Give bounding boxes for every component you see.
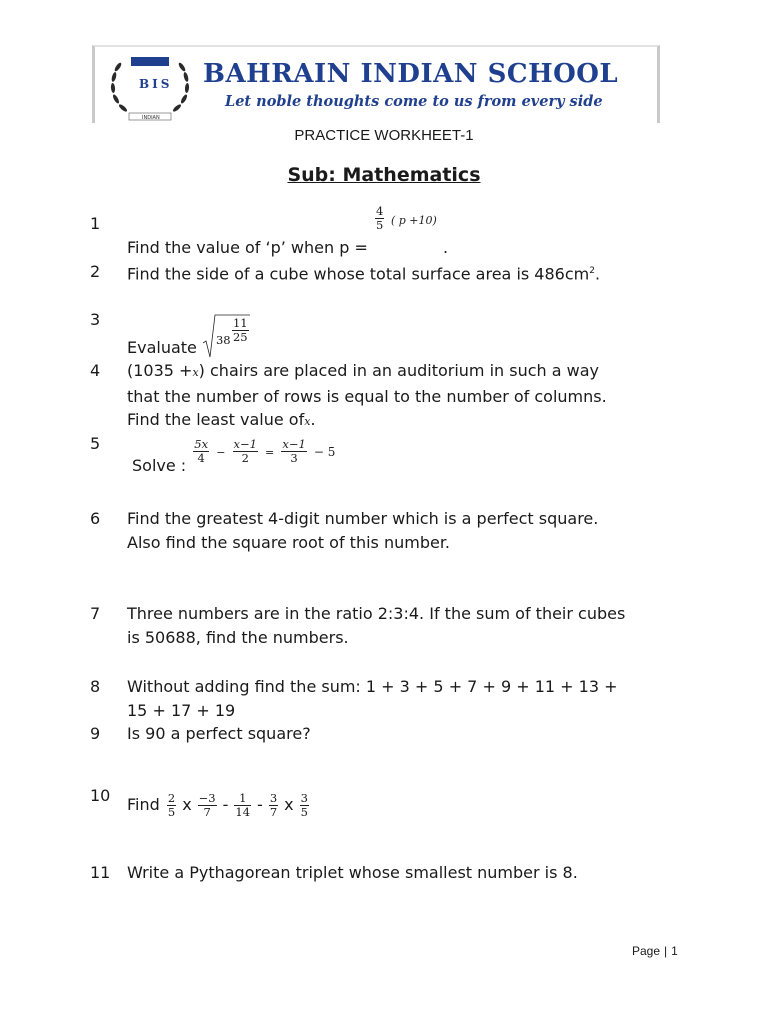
question-number: 7 xyxy=(90,604,101,623)
question-text: Solve : $\frac{5x}{4}$ − $\frac{x-1}{2}$ = $\frac{x-1}{3}$ − 5 xyxy=(132,454,677,478)
school-motto: Let noble thoughts come to us from every side xyxy=(225,93,603,110)
fraction: $\frac{3}{5}$ xyxy=(300,791,308,819)
question-10-expression xyxy=(165,792,311,819)
question-text: (1035 +x) chairs are placed in an auditorium in such a way that the number of rows is equal to the number of columns. Find the least value ofx. xyxy=(127,361,607,429)
question-number: 2 xyxy=(90,262,101,281)
fraction: $\frac{1}{14}$ xyxy=(235,791,251,819)
question-5-equation: $\frac{5x}{4}$ − $\frac{x-1}{2}$ = $\frac{x-1}{3}$ − 5 xyxy=(194,437,336,465)
question-number: 5 xyxy=(90,434,101,453)
question-number: 9 xyxy=(90,724,101,743)
school-name: BAHRAIN INDIAN SCHOOL xyxy=(203,59,619,89)
question-1 xyxy=(90,204,670,262)
operator: - xyxy=(257,795,263,814)
fraction: $\frac{-3}{7}$ xyxy=(198,791,216,819)
question-text: Evaluate 38 $\frac{11}{25}$ xyxy=(127,336,672,360)
square-root-expression: 38 $\frac{11}{25}$ xyxy=(202,343,252,353)
question-number: 4 xyxy=(90,361,101,380)
operator: x xyxy=(182,795,192,814)
fraction: $\frac{4}{5}$ xyxy=(375,204,384,232)
page-label: Page xyxy=(632,944,661,958)
question-number: 10 xyxy=(90,786,111,805)
question-text: Write a Pythagorean triplet whose smallest number is 8. xyxy=(127,863,578,882)
question-text: Find the side of a cube whose total surface area is $486cm^2$. xyxy=(127,264,601,284)
logo-text: BIS xyxy=(139,77,173,91)
question-text: Without adding find the sum: 1 + 3 + 5 + 7 + 9 + 11 + 13 + 15 + 17 + 19 xyxy=(127,677,618,720)
question-number: 3 xyxy=(90,310,101,329)
fraction: $\frac{2}{5}$ xyxy=(167,791,176,819)
question-10 xyxy=(90,784,670,824)
question-3 xyxy=(90,308,670,358)
question-text: Is 90 a perfect square? xyxy=(127,724,311,743)
worksheet-title: PRACTICE WORKHEET-1 xyxy=(294,127,474,144)
fraction: $\frac{11}{25}$ xyxy=(232,316,248,344)
question-number: 8 xyxy=(90,677,101,696)
logo-ribbon-text: INDIAN xyxy=(142,115,160,121)
page-separator: | xyxy=(664,944,668,958)
question-text: Three numbers are in the ratio 2:3:4. If the sum of their cubes is 50688, find the numbers. xyxy=(127,604,626,647)
fraction: $\frac{3}{7}$ xyxy=(269,791,278,819)
question-4 xyxy=(90,359,670,431)
question-1-equation: $\frac{4}{5}$ ( p +10) xyxy=(375,204,437,232)
school-header-banner xyxy=(92,45,660,123)
question-5 xyxy=(90,432,670,480)
operator: - xyxy=(222,795,229,814)
operator: x xyxy=(284,795,294,814)
question-text: Find the greatest 4-digit number which is a perfect square. Also find the square root of this number. xyxy=(127,509,599,552)
page-footer xyxy=(632,944,678,958)
question-number: 1 xyxy=(90,214,101,233)
subject-heading: Sub: Mathematics xyxy=(287,164,481,186)
question-text: Find the value of ‘p’ when p = $\frac{4}{5}$ ( p +10) . xyxy=(127,204,449,257)
page-number: 1 xyxy=(671,944,678,958)
question-1-text: Find the value of ‘p’ when p = xyxy=(127,238,368,257)
fraction: $\frac{5x}{4}$ xyxy=(194,437,209,465)
fraction: $\frac{x-1}{2}$ xyxy=(233,437,257,465)
question-text: Find $\frac{2}{5}$ x $\frac{-3}{7}$ - $\frac{1}{14}$ - $\frac{3}{7}$ x $\frac{3}{5}$ xyxy=(127,792,672,819)
question-number: 11 xyxy=(90,863,111,882)
fraction: $\frac{x-1}{3}$ xyxy=(282,437,306,465)
question-number: 6 xyxy=(90,509,101,528)
